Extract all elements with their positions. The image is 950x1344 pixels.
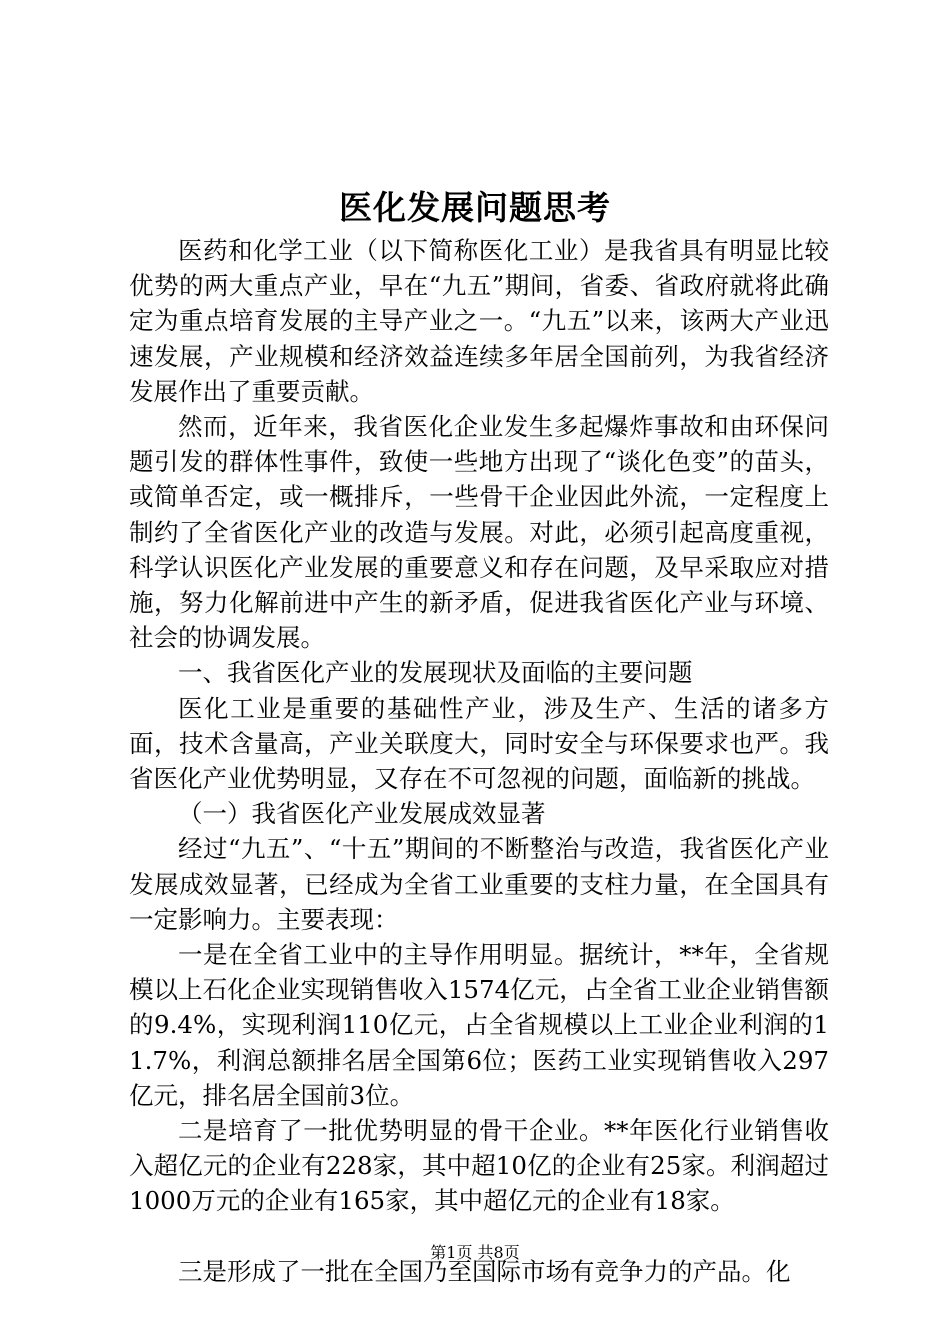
page-footer: 第1页 共8页 bbox=[430, 1243, 520, 1262]
section-heading-1: 一、我省医化产业的发展现状及面临的主要问题 bbox=[178, 658, 693, 688]
paragraph-however: 然而，近年来，我省医化企业发生多起爆炸事故和由环保问题引发的群体性事件，致使一些地方出现了“谈化色变”的苗头，或简单否定，或一概排斥，一些骨干企业因此外流，一定程度上制约了全省医化产业的改造与发展。对此，必须引起高度重视，科学认识医化产业发展的重要意义和存在问题，及早采取应对措施，努力化解前进中产生的新矛盾，促进我省医化产业与环境、社会的协调发展。 bbox=[129, 412, 829, 653]
document-title: 医化发展问题思考 bbox=[339, 188, 611, 227]
paragraph-intro: 医药和化学工业（以下简称医化工业）是我省具有明显比较优势的两大重点产业，早在“九五”期间，省委、省政府就将此确定为重点培育发展的主导产业之一。“九五”以来，该两大产业迅速发展，产业规模和经济效益连续多年居全国前列，为我省经济发展作出了重要贡献。 bbox=[129, 236, 829, 406]
paragraph-point-three: 三是形成了一批在全国乃至国际市场有竞争力的产品。化 bbox=[178, 1256, 791, 1286]
document-body bbox=[129, 233, 829, 1289]
paragraph-point-two: 二是培育了一批优势明显的骨干企业。**年医化行业销售收入超亿元的企业有228家，其中超10亿的企业有25家。利润超过1000万元的企业有165家，其中超亿元的企业有18家。 bbox=[129, 1116, 829, 1216]
paragraph-achievements: 经过“九五”、“十五”期间的不断整治与改造，我省医化产业发展成效显著，已经成为全省工业重要的支柱力量，在全国具有一定影响力。主要表现： bbox=[129, 834, 829, 934]
paragraph-point-one: 一是在全省工业中的主导作用明显。据统计，**年，全省规模以上石化企业实现销售收入1574亿元，占全省工业企业销售额的9.4%，实现利润110亿元，占全省规模以上工业企业利润的11.7%，利润总额排名居全国第6位；医药工业实现销售收入297亿元，排名居全国前3位。 bbox=[129, 940, 829, 1110]
paragraph-industry-basis: 医化工业是重要的基础性产业，涉及生产、生活的诸多方面，技术含量高，产业关联度大，同时安全与环保要求也严。我省医化产业优势明显，又存在不可忽视的问题，面临新的挑战。 bbox=[129, 693, 829, 794]
subsection-heading-1: （一）我省医化产业发展成效显著 bbox=[178, 799, 546, 829]
